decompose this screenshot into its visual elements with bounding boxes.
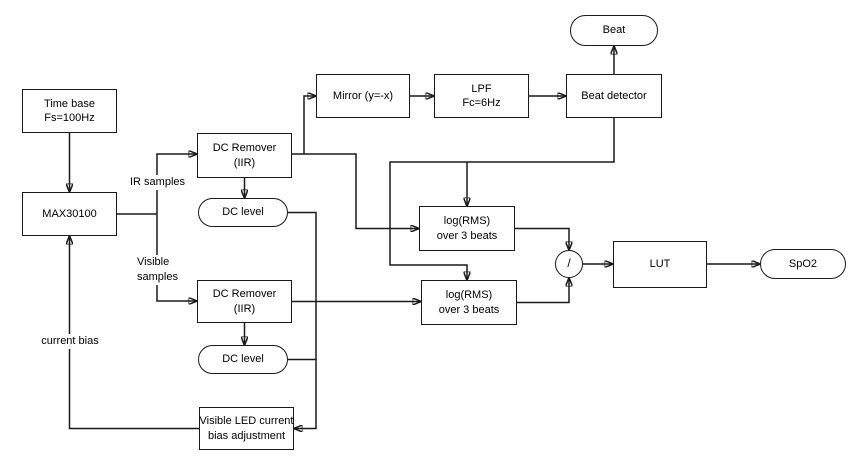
node-dc-level-ir: DC level xyxy=(198,198,288,227)
label-current-bias: current bias xyxy=(39,334,101,349)
node-spo2: SpO2 xyxy=(760,249,846,279)
node-time-base: Time base Fs=100Hz xyxy=(22,89,117,133)
node-mirror: Mirror (y=-x) xyxy=(316,74,410,118)
node-divider: / xyxy=(555,250,583,278)
label-ir-samples: IR samples xyxy=(129,176,186,188)
edge-dc-remover-ir-to-log-rms-ir xyxy=(292,154,419,229)
label-visible-samples: Visible samples xyxy=(137,255,184,285)
node-beat: Beat xyxy=(570,15,658,46)
edge-dc-remover-ir-to-mirror xyxy=(304,96,316,154)
edge-dc-levels-to-bias-adjustment xyxy=(288,213,316,429)
node-lut: LUT xyxy=(613,241,707,288)
node-dc-level-vis: DC level xyxy=(198,345,288,374)
node-log-rms-vis: log(RMS) over 3 beats xyxy=(421,280,517,325)
node-beat-detector: Beat detector xyxy=(566,74,662,118)
node-bias-adjustment: Visible LED current bias adjustment xyxy=(199,407,294,450)
edge-log-rms-vis-to-divider xyxy=(517,278,569,303)
node-max30100: MAX30100 xyxy=(22,192,117,236)
node-log-rms-ir: log(RMS) over 3 beats xyxy=(419,206,515,251)
node-dc-remover-vis: DC Remover (IIR) xyxy=(197,280,292,323)
node-dc-remover-ir: DC Remover (IIR) xyxy=(197,133,292,178)
edge-log-rms-ir-to-divider xyxy=(515,229,569,251)
node-lpf: LPF Fc=6Hz xyxy=(434,74,529,118)
